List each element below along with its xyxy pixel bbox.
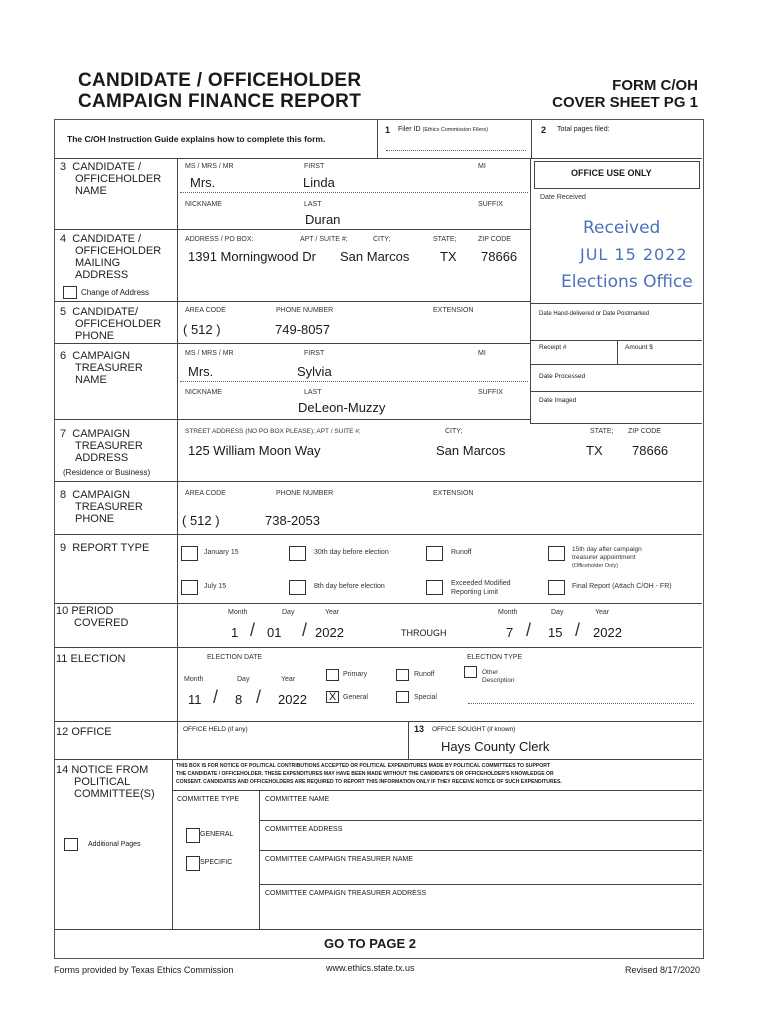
election-date-label: ELECTION DATE [207, 654, 263, 661]
period-from-month[interactable]: 1 [231, 625, 239, 640]
s6-suffix-label: SUFFIX [478, 389, 503, 396]
report-30day-checkbox[interactable] [289, 546, 306, 561]
report-15day-label: 15th day after campaign treasurer appointment (Officeholder Only) [572, 546, 642, 569]
election-special-checkbox[interactable] [396, 691, 409, 703]
report-runoff-checkbox[interactable] [426, 546, 443, 561]
s7-sub: (Residence or Business) [63, 468, 151, 477]
notice-line2: THE CANDIDATE / OFFICEHOLDER. THESE EXPENDITURES MAY HAVE BEEN MADE WITHOUT THE CANDIDATE'S OR OFFICEHOLDER'S KNOWLEDGE OR [176, 771, 554, 777]
s6-title: 6 CAMPAIGN TREASURER NAME [60, 350, 143, 386]
report-jan15-label: January 15 [204, 549, 239, 556]
treasurer-area-value[interactable]: ( 512 ) [182, 513, 220, 528]
s3-mi-label: MI [478, 163, 486, 170]
report-15day-checkbox[interactable] [548, 546, 565, 561]
notice-line3: CONSENT. CANDIDATES AND OFFICEHOLDERS ARE REQUIRED TO REPORT THIS INFORMATION ONLY IF THEY RECEIVE NOTICE OF SUCH EXPENDITURES. [176, 779, 562, 785]
committee-treasurer-address-label: COMMITTEE CAMPAIGN TREASURER ADDRESS [265, 890, 427, 897]
s8-area-label: AREA CODE [185, 490, 226, 497]
report-final-checkbox[interactable] [548, 580, 565, 595]
additional-pages-label: Additional Pages [88, 841, 141, 848]
election-slash2: / [256, 687, 262, 707]
election-primary-checkbox[interactable] [326, 669, 339, 681]
form-title-line1: CANDIDATE / OFFICEHOLDER [78, 70, 362, 91]
election-runoff-checkbox[interactable] [396, 669, 409, 681]
s6-nickname-label: NICKNAME [185, 389, 222, 396]
s6-last-label: LAST [304, 389, 322, 396]
s7-state-label: STATE; [590, 428, 614, 435]
period-to-month[interactable]: 7 [506, 625, 514, 640]
office-held-label: OFFICE HELD (if any) [183, 726, 248, 733]
committee-specific-checkbox[interactable] [186, 856, 200, 871]
committee-general-label: GENERAL [200, 831, 234, 838]
filer-id-label: Filer ID (Ethics Commission Filers) [398, 126, 488, 133]
treasurer-phone-value[interactable]: 738-2053 [265, 513, 320, 528]
s3-ms-label: MS / MRS / MR [185, 163, 234, 170]
period-from-day[interactable]: 01 [267, 625, 282, 640]
s4-address-label: ADDRESS / PO BOX: [185, 236, 254, 243]
candidate-city-value[interactable]: San Marcos [340, 249, 410, 264]
report-exceeded-checkbox[interactable] [426, 580, 443, 595]
period-from-slash2: / [302, 620, 308, 640]
s5-area-label: AREA CODE [185, 307, 226, 314]
report-8day-label: 8th day before election [314, 583, 385, 590]
receipt-label: Receipt # [539, 344, 567, 351]
go-to-page-2: GO TO PAGE 2 [324, 936, 416, 951]
period-to-day-label: Day [551, 609, 564, 616]
report-jul15-label: July 15 [204, 583, 227, 590]
office-use-title: OFFICE USE ONLY [571, 168, 652, 178]
committee-specific-label: SPECIFIC [200, 859, 233, 866]
s4-zip-label: ZIP CODE [478, 236, 511, 243]
s4-apt-label: APT / SUITE #; [300, 236, 348, 243]
election-year-value[interactable]: 2022 [278, 692, 307, 707]
s6-first-label: FIRST [304, 350, 325, 357]
election-month-value[interactable]: 11 [188, 692, 202, 707]
period-to-month-label: Month [498, 609, 518, 616]
footer-revised: Revised 8/17/2020 [624, 965, 700, 975]
committee-treasurer-name-label: COMMITTEE CAMPAIGN TREASURER NAME [265, 856, 413, 863]
notice-line1: THIS BOX IS FOR NOTICE OF POLITICAL CONTRIBUTIONS ACCEPTED OR POLITICAL EXPENDITURES MADE BY POLITICAL COMMITTEES TO SUPPORT [176, 763, 551, 769]
period-to-day[interactable]: 15 [548, 625, 563, 640]
election-runoff-label: Runoff [414, 671, 435, 678]
treasurer-first-value[interactable]: Sylvia [297, 364, 332, 379]
candidate-last-value[interactable]: Duran [305, 212, 341, 227]
amount-label: Amount $ [625, 344, 653, 351]
form-id-line2: COVER SHEET PG 1 [552, 94, 698, 111]
report-jul15-checkbox[interactable] [181, 580, 198, 595]
election-month-label: Month [184, 676, 204, 683]
office-sought-value[interactable]: Hays County Clerk [441, 739, 550, 754]
s7-title: 7 CAMPAIGN TREASURER ADDRESS [60, 428, 143, 464]
filer-id-number: 1 [385, 125, 391, 135]
s10-title: 10 PERIOD COVERED [56, 605, 129, 629]
committee-type-label: COMMITTEE TYPE [177, 796, 240, 803]
period-from-slash1: / [250, 620, 256, 640]
s8-ext-label: EXTENSION [433, 490, 474, 497]
s12-title: 12 OFFICE [56, 726, 112, 738]
election-day-label: Day [237, 676, 250, 683]
date-imaged-label: Date Imaged [539, 397, 577, 404]
s3-first-label: FIRST [304, 163, 325, 170]
election-other-label: Other Description [482, 669, 515, 684]
election-general-checkbox[interactable]: X [326, 691, 339, 703]
candidate-state-value[interactable]: TX [440, 249, 457, 264]
total-pages-number: 2 [541, 125, 547, 135]
election-other-checkbox[interactable] [464, 666, 477, 678]
s7-street-label: STREET ADDRESS (NO PO BOX PLEASE); APT / SUITE #; [185, 428, 361, 435]
candidate-zip-value[interactable]: 78666 [481, 249, 518, 264]
period-month-label: Month [228, 609, 248, 616]
candidate-phone-value[interactable]: 749-8057 [275, 322, 330, 337]
report-jan15-checkbox[interactable] [181, 546, 198, 561]
election-type-label: ELECTION TYPE [467, 654, 523, 661]
instruction-text: The C/OH Instruction Guide explains how to complete this form. [67, 134, 326, 144]
change-of-address-label: Change of Address [81, 288, 150, 297]
s8-phone-label: PHONE NUMBER [276, 490, 334, 497]
report-runoff-label: Runoff [451, 549, 472, 556]
s3-last-label: LAST [304, 201, 322, 208]
s4-state-label: STATE; [433, 236, 457, 243]
candidate-ms-value[interactable]: Mrs. [190, 175, 216, 190]
candidate-first-value[interactable]: Linda [303, 175, 335, 190]
candidate-area-value[interactable]: ( 512 ) [183, 322, 221, 337]
total-pages-label: Total pages filed: [557, 126, 610, 133]
received-stamp-line1: Received [583, 218, 661, 238]
candidate-address-value[interactable]: 1391 Morningwood Dr [188, 249, 316, 264]
treasurer-state-value[interactable]: TX [586, 443, 603, 458]
s8-title: 8 CAMPAIGN TREASURER PHONE [60, 489, 143, 525]
report-30day-label: 30th day before election [314, 549, 389, 556]
office-sought-label: OFFICE SOUGHT (if known) [432, 726, 516, 733]
s9-title: 9 REPORT TYPE [60, 542, 150, 554]
period-to-year[interactable]: 2022 [593, 625, 622, 640]
committee-name-label: COMMITTEE NAME [265, 796, 330, 803]
s14-title: 14 NOTICE FROM POLITICAL COMMITTEE(S) [56, 764, 155, 800]
election-primary-label: Primary [343, 671, 368, 678]
period-to-slash2: / [575, 620, 581, 640]
received-stamp-office: Elections Office [561, 272, 693, 292]
s4-city-label: CITY; [373, 236, 391, 243]
treasurer-street-value[interactable]: 125 William Moon Way [188, 443, 321, 458]
s11-title: 11 ELECTION [56, 653, 126, 665]
s7-zip-label: ZIP CODE [628, 428, 661, 435]
hand-delivered-label: Date Hand-delivered or Date Postmarked [539, 311, 650, 317]
footer-provided: Forms provided by Texas Ethics Commission [54, 965, 234, 975]
election-general-label: General [343, 694, 368, 701]
report-final-label: Final Report (Attach C/OH - FR) [572, 583, 672, 590]
report-exceeded-label: Exceeded Modified Reporting Limit [451, 580, 511, 596]
s4-title: 4 CANDIDATE / OFFICEHOLDER MAILING ADDRESS [60, 233, 162, 281]
report-8day-checkbox[interactable] [289, 580, 306, 595]
treasurer-zip-value[interactable]: 78666 [632, 443, 669, 458]
s3-title: 3 CANDIDATE / OFFICEHOLDER NAME [60, 161, 162, 197]
change-of-address-checkbox[interactable] [63, 286, 77, 299]
date-received-label: Date Received [540, 194, 586, 201]
election-year-label: Year [281, 676, 296, 683]
date-processed-label: Date Processed [539, 373, 586, 380]
additional-pages-checkbox[interactable] [64, 838, 78, 851]
s6-ms-label: MS / MRS / MR [185, 350, 234, 357]
election-slash1: / [213, 687, 219, 707]
s5-title: 5 CANDIDATE/ OFFICEHOLDER PHONE [60, 306, 162, 342]
committee-general-checkbox[interactable] [186, 828, 200, 843]
s5-phone-label: PHONE NUMBER [276, 307, 334, 314]
office-sought-number: 13 [414, 724, 425, 734]
period-day-label: Day [282, 609, 295, 616]
treasurer-last-value[interactable]: DeLeon-Muzzy [298, 400, 386, 415]
received-stamp-date: JUL 15 2022 [580, 245, 688, 264]
s5-ext-label: EXTENSION [433, 307, 474, 314]
treasurer-city-value[interactable]: San Marcos [436, 443, 506, 458]
form-id-line1: FORM C/OH [612, 77, 698, 94]
s6-mi-label: MI [478, 350, 486, 357]
period-to-year-label: Year [595, 609, 610, 616]
form-title-line2: CAMPAIGN FINANCE REPORT [78, 91, 362, 112]
period-year-label: Year [325, 609, 340, 616]
committee-address-label: COMMITTEE ADDRESS [265, 826, 343, 833]
treasurer-ms-value[interactable]: Mrs. [188, 364, 214, 379]
s3-suffix-label: SUFFIX [478, 201, 503, 208]
period-through: THROUGH [401, 628, 447, 638]
election-special-label: Special [414, 694, 437, 701]
footer-website: www.ethics.state.tx.us [326, 963, 415, 973]
s3-nickname-label: NICKNAME [185, 201, 222, 208]
period-to-slash1: / [526, 620, 532, 640]
period-from-year[interactable]: 2022 [315, 625, 344, 640]
election-day-value[interactable]: 8 [235, 692, 243, 707]
s7-city-label: CITY; [445, 428, 463, 435]
